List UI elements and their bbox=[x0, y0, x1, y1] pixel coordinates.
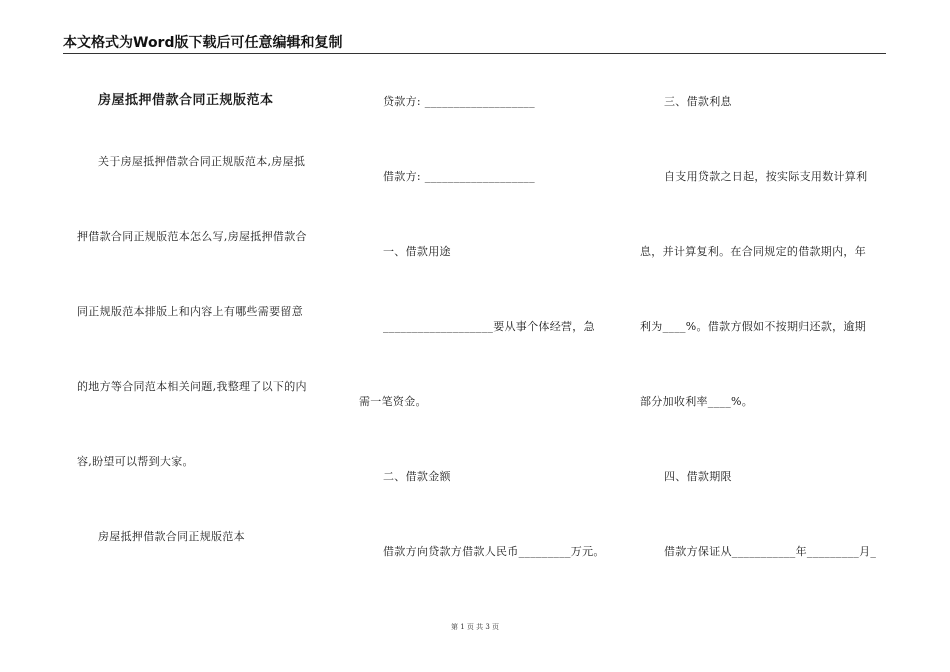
paragraph-line: 关于房屋抵押借款合同正规版范本,房屋抵 bbox=[98, 155, 306, 168]
paragraph-line: 自支用贷款之日起，按实际支用数计算利 bbox=[664, 170, 868, 183]
section-heading: 一、借款用途 bbox=[383, 245, 451, 258]
document-title: 房屋抵押借款合同正规版范本 bbox=[98, 93, 274, 108]
section-heading: 房屋抵押借款合同正规版范本 bbox=[98, 530, 245, 543]
lender-line: 贷款方: ___________________ bbox=[383, 95, 535, 108]
page-number: 第 1 页 共 3 页 bbox=[450, 623, 500, 631]
paragraph-line: ___________________要从事个体经营，急 bbox=[383, 320, 595, 333]
paragraph-line: 同正规版范本排版上和内容上有哪些需要留意 bbox=[77, 305, 303, 318]
paragraph-line: 需一笔资金。 bbox=[359, 395, 427, 408]
paragraph-line: 部分加收利率____%。 bbox=[640, 395, 754, 408]
section-heading: 三、借款利息 bbox=[664, 95, 732, 108]
document-header: 本文格式为Word版下载后可任意编辑和复制 bbox=[63, 35, 343, 51]
borrower-line: 借款方: ___________________ bbox=[383, 170, 535, 183]
section-heading: 二、借款金额 bbox=[383, 470, 451, 483]
paragraph-line: 容,盼望可以帮到大家。 bbox=[77, 455, 194, 468]
header-divider bbox=[63, 53, 886, 54]
paragraph-line: 押借款合同正规版范本怎么写,房屋抵押借款合 bbox=[77, 230, 307, 243]
section-heading: 四、借款期限 bbox=[664, 470, 732, 483]
paragraph-line: 借款方保证从___________年_________月_ bbox=[664, 545, 877, 558]
paragraph-line: 息，并计算复利。在合同规定的借款期内，年 bbox=[640, 245, 866, 258]
paragraph-line: 的地方等合同范本相关问题,我整理了以下的内 bbox=[77, 380, 307, 393]
paragraph-line: 借款方向贷款方借款人民币_________万元。 bbox=[383, 545, 605, 558]
paragraph-line: 利为____%。借款方假如不按期归还款，逾期 bbox=[640, 320, 867, 333]
